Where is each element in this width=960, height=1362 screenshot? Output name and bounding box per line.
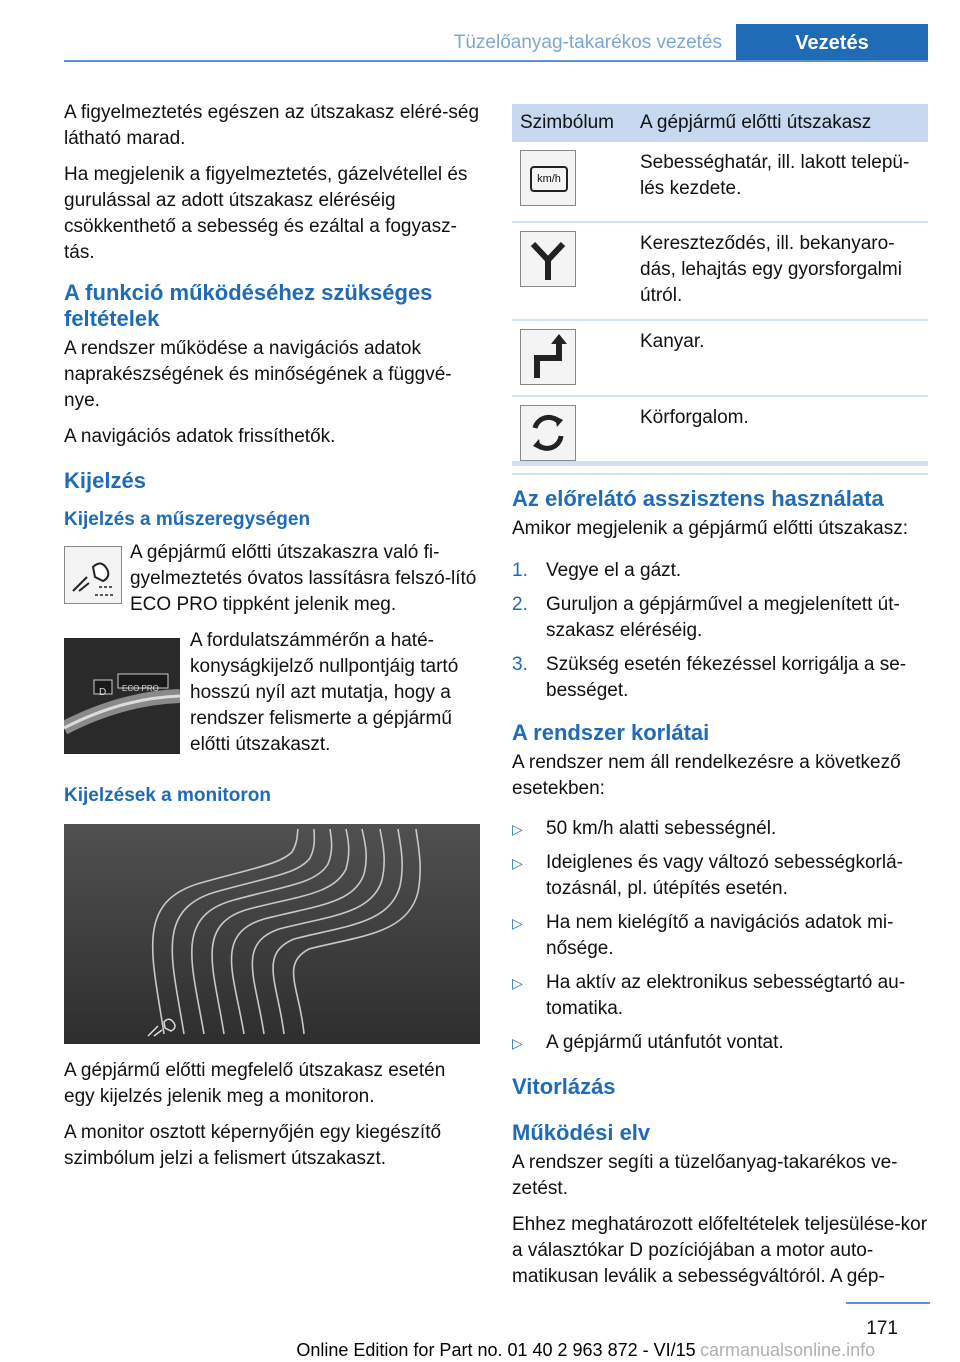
bullet-icon: ▷ xyxy=(512,915,523,931)
list-item xyxy=(512,816,928,842)
bullet-icon: ▷ xyxy=(512,975,523,991)
step-number: 3. xyxy=(512,654,528,675)
paragraph: Ehhez meghatározott előfeltételek teljesülése-kor a választókar D pozíciójában a motor auto-matikusan leválik a sebességváltóról. A gép- xyxy=(512,1214,928,1287)
limits-list xyxy=(512,816,928,1056)
list-item xyxy=(512,1030,928,1056)
limit-text: Ideiglenes és vagy változó sebességkorlá-tozásnál, pl. útépítés esetén. xyxy=(546,852,903,899)
steps-list xyxy=(512,558,928,704)
tachometer-image xyxy=(64,638,180,754)
list-item xyxy=(512,592,928,644)
paragraph: A gépjármű előtti megfelelő útszakasz esetén egy kijelzés jelenik meg a monitoron. xyxy=(64,1060,446,1107)
chapter-tab[interactable]: Vezetés xyxy=(736,24,928,62)
header-divider xyxy=(64,60,928,62)
cluster-text: A fordulatszámmérőn a haté-konyságkijelző nullpontjáig tartó hosszú nyíl azt mutatja, hogy a rendszer felismerte a gépjármű előtti útszakaszt. xyxy=(190,630,459,755)
paragraph: A figyelmeztetés egészen az útszakasz eléré-ség látható marad. xyxy=(64,102,480,149)
step-text: Szükség esetén fékezéssel korrigálja a se-bességet. xyxy=(546,654,907,701)
paragraph: A monitor osztott képernyőjén egy kiegészítő szimbólum jelzi a felismert útszakaszt. xyxy=(64,1122,442,1169)
footer-divider xyxy=(846,1302,930,1304)
eco-pro-label: ECO PRO xyxy=(122,684,159,693)
step-number: 2. xyxy=(512,594,528,615)
left-column xyxy=(64,100,480,1182)
table-header-row xyxy=(512,104,928,142)
junction-icon xyxy=(520,231,576,287)
step-text: Vegye el a gázt. xyxy=(546,560,682,581)
paragraph: Amikor megjelenik a gépjármű előtti útszakasz: xyxy=(512,518,909,539)
heading-monitor: Kijelzések a monitoron xyxy=(64,785,271,806)
section-title: Tüzelőanyag-takarékos vezetés xyxy=(453,32,722,53)
heading-conditions: A funkció működéséhez szükséges feltételek xyxy=(64,280,433,331)
speed-limit-icon xyxy=(520,150,576,206)
right-column xyxy=(512,486,928,1300)
page-number: 171 xyxy=(866,1318,898,1339)
eco-pro-tip-text: A gépjármű előtti útszakaszra való fi-gyelmeztetés óvatos lassításra felszó-lító ECO PRO tippként jelenik meg. xyxy=(130,542,477,615)
heading-cluster: Kijelzés a műszeregységen xyxy=(64,509,311,530)
table-cell: Kereszteződés, ill. bekanyaro-dás, lehajtás egy gyorsforgalmi útról. xyxy=(632,222,928,320)
eco-pro-tip-row xyxy=(64,540,480,628)
paragraph: A rendszer működése a navigációs adatok naprakészségének és minőségének a függvé-nye. xyxy=(64,338,452,411)
heading-display: Kijelzés xyxy=(64,468,146,493)
table-row xyxy=(512,222,928,320)
table-bottom-rule xyxy=(512,461,928,466)
bullet-icon: ▷ xyxy=(512,821,523,837)
list-item xyxy=(512,652,928,704)
limit-text: 50 km/h alatti sebességnél. xyxy=(546,818,777,839)
heading-coasting: Vitorlázás xyxy=(512,1074,616,1099)
symbol-table xyxy=(512,104,928,475)
paragraph: A rendszer nem áll rendelkezésre a következő esetekben: xyxy=(512,752,901,799)
curve-icon xyxy=(520,329,576,385)
limit-text: Ha nem kielégítő a navigációs adatok mi-nősége. xyxy=(546,912,894,959)
step-number: 1. xyxy=(512,560,528,581)
edition-note: Online Edition for Part no. 01 40 2 963 872 - VI/15 xyxy=(296,1340,696,1360)
gear-indicator: D xyxy=(99,687,107,698)
list-item xyxy=(512,970,928,1022)
list-item xyxy=(512,558,928,584)
heading-principle: Működési elv xyxy=(512,1120,651,1145)
heading-limits: A rendszer korlátai xyxy=(512,720,710,745)
eco-pro-road-icon xyxy=(64,546,122,604)
limit-text: A gépjármű utánfutót vontat. xyxy=(546,1032,784,1053)
limit-text: Ha aktív az elektronikus sebességtartó au-tomatika. xyxy=(546,972,906,1019)
table-cell: Sebességhatár, ill. lakott telepü-lés kezdete. xyxy=(632,142,928,222)
table-header-symbol: Szimbólum xyxy=(512,104,632,142)
watermark: carmanualsonline.info xyxy=(700,1340,876,1360)
step-text: Guruljon a gépjárművel a megjelenített út-szakasz eléréséig. xyxy=(546,594,900,641)
monitor-road-image xyxy=(64,824,480,1044)
table-cell: Körforgalom. xyxy=(632,396,928,474)
table-cell: Kanyar. xyxy=(632,320,928,396)
list-item xyxy=(512,910,928,962)
paragraph: A navigációs adatok frissíthetők. xyxy=(64,426,336,447)
list-item xyxy=(512,850,928,902)
speed-limit-text: km/h xyxy=(530,166,568,192)
bullet-icon: ▷ xyxy=(512,855,523,871)
paragraph: A rendszer segíti a tüzelőanyag-takarékos ve-zetést. xyxy=(512,1152,898,1199)
table-row xyxy=(512,320,928,396)
paragraph: Ha megjelenik a figyelmeztetés, gázelvétellel és gurulással az adott útszakasz eléréséig csökkenthető a sebesség és ezáltal a fogyasz-tás. xyxy=(64,164,468,263)
cluster-row xyxy=(64,628,480,778)
bullet-icon: ▷ xyxy=(512,1035,523,1051)
roundabout-icon xyxy=(520,405,576,461)
table-header-description: A gépjármű előtti útszakasz xyxy=(632,104,928,142)
table-row xyxy=(512,142,928,222)
heading-usage: Az előrelátó asszisztens használata xyxy=(512,486,884,511)
